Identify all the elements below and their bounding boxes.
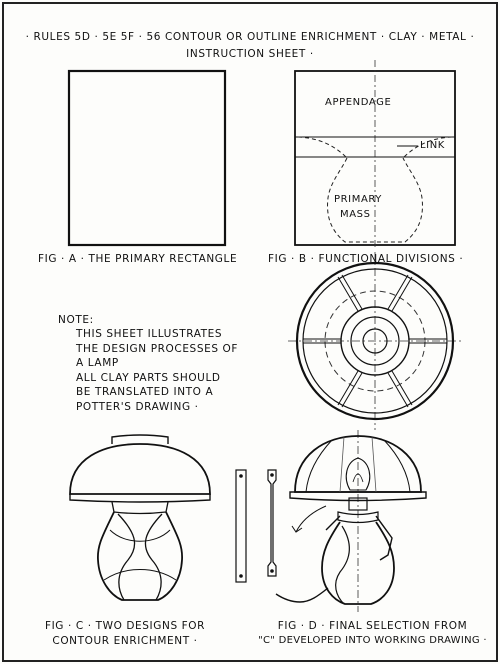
note-line: A LAMP (76, 357, 119, 369)
fig-c-collar (112, 502, 168, 514)
fig-c-body (98, 512, 182, 600)
fig-b-label-primary: PRIMARY (334, 194, 383, 205)
note-heading: NOTE: (58, 314, 94, 326)
fig-c-shade (70, 444, 210, 494)
fig-b-label-appendage: APPENDAGE (325, 97, 392, 108)
fig-a-primary-rectangle (69, 71, 225, 245)
fig-b-caption: FIG · B · FUNCTIONAL DIVISIONS · (268, 253, 464, 265)
fig-c-enrichment-band-bottom (104, 570, 176, 581)
fig-d-strap-long (236, 470, 246, 582)
fig-c-enrichment-right (145, 514, 162, 600)
fig-d-caption-line-2: "C" DEVELOPED INTO WORKING DRAWING · (258, 635, 487, 646)
note-line: THIS SHEET ILLUSTRATES (76, 328, 223, 340)
fig-d-arrow (296, 506, 326, 532)
fig-d-shade-rib-right (384, 440, 410, 492)
fig-b-shade-curve-left (298, 137, 347, 158)
fig-d-strap-parts (236, 470, 276, 582)
fig-c-enrichment-left (118, 514, 135, 600)
fig-b-drawing (295, 60, 455, 250)
fig-d-cord (276, 588, 328, 602)
fig-d-strap-shaped (268, 470, 276, 576)
fig-d-elevation (276, 430, 426, 612)
fig-c-enrichment-band-top (110, 530, 170, 541)
fig-c-caption-line-2: CONTOUR ENRICHMENT · (52, 635, 198, 647)
fig-a-caption: FIG · A · THE PRIMARY RECTANGLE (38, 253, 238, 265)
note-line: POTTER'S DRAWING · (76, 401, 199, 413)
fig-c-shade-rim (70, 494, 210, 502)
fig-d-shade-rib-left (306, 440, 332, 492)
note-line: THE DESIGN PROCESSES OF (76, 343, 239, 355)
sheet-title-line-1: · RULES 5D · 5E 5F · 56 CONTOUR OR OUTLINE ENRICHMENT · CLAY · METAL · (25, 31, 475, 43)
fig-b-label-mass: MASS (340, 209, 371, 220)
fig-c-drawing (70, 435, 210, 600)
fig-b-label-link: LINK (420, 140, 445, 151)
sheet-title-line-2: INSTRUCTION SHEET · (186, 48, 314, 60)
note-line: BE TRANSLATED INTO A (76, 386, 214, 398)
fig-c-caption-line-1: FIG · C · TWO DESIGNS FOR (44, 620, 206, 632)
fig-d-arrowhead (292, 526, 302, 532)
note-line: ALL CLAY PARTS SHOULD (76, 372, 221, 384)
fig-d-body-strap (336, 526, 350, 604)
fig-d-caption-line-1: FIG · D · FINAL SELECTION FROM (277, 620, 468, 632)
fig-c-finial (112, 435, 168, 444)
fig-d-plan-view (288, 252, 462, 430)
